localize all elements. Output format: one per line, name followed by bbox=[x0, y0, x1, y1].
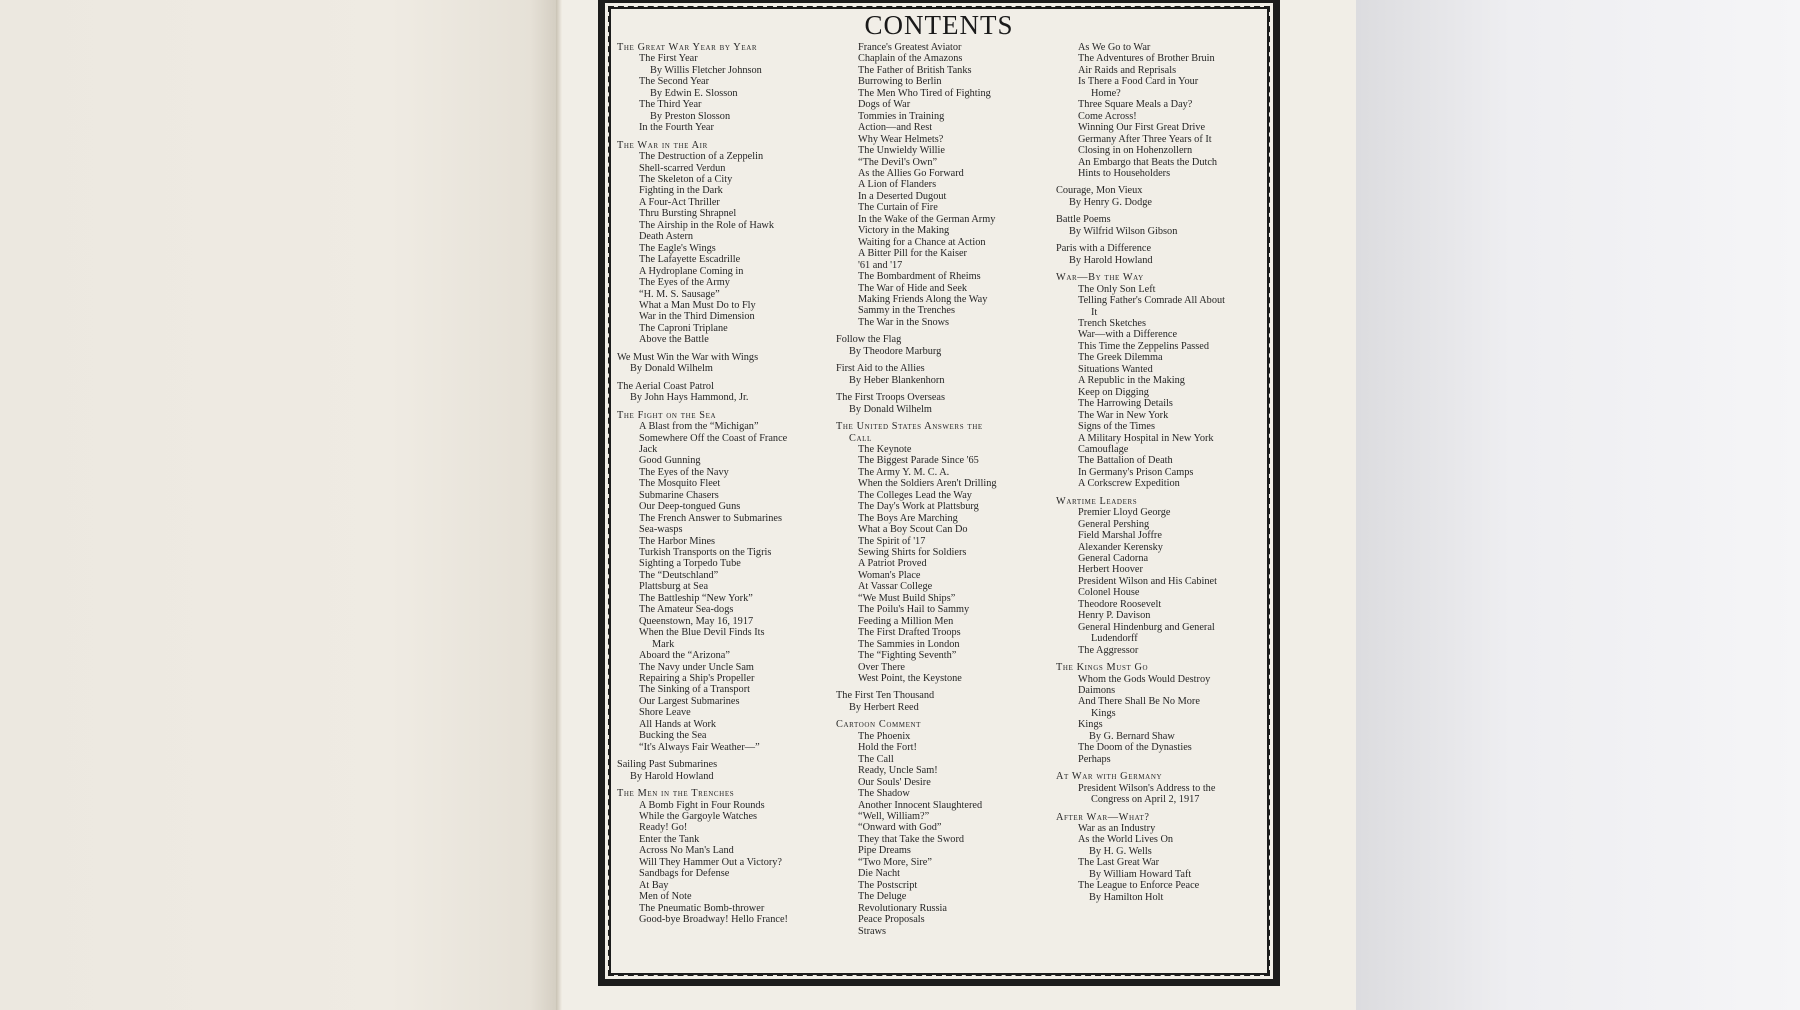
contents-entry: Victory in the Making bbox=[858, 225, 950, 237]
entry-author: By Hamilton Holt bbox=[1089, 891, 1164, 903]
contents-entry: General Cadorna bbox=[1078, 553, 1149, 565]
contents-entry: Our Deep-tongued Guns bbox=[639, 501, 741, 513]
contents-entry: Three Square Meals a Day? bbox=[1078, 99, 1193, 111]
contents-entry: “Two More, Sire” bbox=[858, 856, 932, 868]
contents-entry: Is There a Food Card in Your Home? bbox=[1056, 76, 1266, 99]
contents-entry: Telling Father's Comrade All About It bbox=[1056, 295, 1266, 318]
section-title: At War with Germany bbox=[1056, 771, 1163, 783]
contents-section bbox=[836, 334, 1046, 357]
contents-entry: Fighting in the Dark bbox=[639, 185, 723, 197]
contents-entry: The Sinking of a Transport bbox=[639, 684, 750, 696]
section-title: Courage, Mon Vieux bbox=[1056, 185, 1143, 197]
contents-entry: The Only Son Left bbox=[1078, 283, 1156, 295]
section-title: The First Troops Overseas bbox=[836, 392, 945, 404]
contents-entry: Henry P. Davison bbox=[1078, 610, 1151, 622]
contents-entry: While the Gargoyle Watches bbox=[639, 811, 758, 822]
contents-entry: The Second Year bbox=[639, 76, 710, 88]
contents-section bbox=[836, 719, 1046, 937]
contents-entry: The Colleges Lead the Way bbox=[858, 489, 972, 501]
section-title: War—By the Way bbox=[1056, 272, 1144, 284]
contents-entry: Good Gunning bbox=[639, 455, 701, 467]
contents-entry: Signs of the Times bbox=[1078, 421, 1155, 433]
contents-entry: “H. M. S. Sausage” bbox=[639, 288, 720, 300]
contents-entry: General Pershing bbox=[1078, 518, 1150, 530]
contents-entry: Camouflage bbox=[1078, 443, 1129, 455]
contents-entry: Men of Note bbox=[639, 891, 692, 903]
contents-entry: Feeding a Million Men bbox=[858, 615, 954, 627]
contents-entry: The Aggressor bbox=[1078, 644, 1139, 656]
contents-entry: The Adventures of Brother Bruin bbox=[1078, 53, 1215, 65]
contents-entry: The Day's Work at Plattsburg bbox=[858, 501, 979, 513]
page-title: CONTENTS bbox=[864, 10, 1014, 40]
contents-entry: Dogs of War bbox=[858, 99, 911, 111]
contents-entry: The Call bbox=[858, 753, 894, 765]
contents-entry: A Bomb Fight in Four Rounds bbox=[639, 799, 765, 811]
contents-entry: War in the Third Dimension bbox=[639, 311, 755, 323]
section-title: Sailing Past Submarines bbox=[617, 759, 718, 771]
section-title: The Fight on the Sea bbox=[617, 409, 717, 421]
contents-entry: The Eagle's Wings bbox=[639, 242, 716, 254]
contents-entry: An Embargo that Beats the Dutch bbox=[1078, 156, 1218, 168]
contents-entry: Daimons bbox=[1078, 685, 1116, 697]
contents-entry: Winning Our First Great Drive bbox=[1078, 122, 1206, 134]
entry-author: By William Howard Taft bbox=[1089, 868, 1192, 880]
contents-entry: The Postscript bbox=[858, 879, 918, 891]
contents-entry: A Military Hospital in New York bbox=[1078, 432, 1214, 444]
contents-entry: Why Wear Helmets? bbox=[858, 133, 944, 145]
contents-entry: The Amateur Sea-dogs bbox=[639, 604, 734, 616]
contents-section bbox=[617, 140, 827, 346]
contents-entry: In Germany's Prison Camps bbox=[1078, 466, 1194, 478]
contents-section bbox=[836, 690, 1046, 713]
contents-entry: The Biggest Parade Since '65 bbox=[858, 455, 979, 467]
contents-entry: Sighting a Torpedo Tube bbox=[639, 558, 741, 570]
contents-entry: Alexander Kerensky bbox=[1078, 541, 1163, 553]
contents-entry: Waiting for a Chance at Action bbox=[858, 236, 986, 248]
contents-entry: Will They Hammer Out a Victory? bbox=[639, 856, 782, 868]
contents-section bbox=[1056, 185, 1266, 208]
section-title: The War in the Air bbox=[617, 139, 708, 151]
contents-section bbox=[1056, 496, 1266, 656]
contents-entry: Hold the Fort! bbox=[858, 742, 917, 754]
contents-entry: Repairing a Ship's Propeller bbox=[639, 673, 755, 685]
contents-entry: Revolutionary Russia bbox=[858, 902, 947, 914]
contents-section bbox=[836, 392, 1046, 415]
contents-entry: At Bay bbox=[639, 879, 669, 891]
contents-entry: The Harbor Mines bbox=[639, 535, 716, 547]
contents-section bbox=[836, 421, 1046, 684]
section-title: First Aid to the Allies bbox=[836, 363, 925, 375]
contents-entry: Above the Battle bbox=[639, 334, 709, 346]
contents-section bbox=[617, 759, 827, 782]
contents-entry: “Onward with God” bbox=[858, 822, 942, 834]
contents-entry: President Wilson and His Cabinet bbox=[1078, 575, 1217, 587]
contents-entry: Sea-wasps bbox=[639, 524, 683, 536]
section-title-cont: Call bbox=[849, 432, 872, 444]
section-title: After War—What? bbox=[1056, 811, 1150, 823]
contents-entry: The Eyes of the Navy bbox=[639, 466, 729, 478]
contents-entry: In a Deserted Dugout bbox=[858, 190, 947, 202]
contents-entry: Sewing Shirts for Soldiers bbox=[858, 547, 967, 559]
contents-entry: The Harrowing Details bbox=[1078, 398, 1173, 410]
contents-entry: And There Shall Be No More Kings bbox=[1056, 696, 1266, 719]
contents-entry: Bucking the Sea bbox=[639, 730, 707, 742]
contents-entry: At Vassar College bbox=[858, 581, 933, 593]
contents-entry: A Patriot Proved bbox=[858, 558, 927, 570]
contents-entry: West Point, the Keystone bbox=[858, 673, 962, 685]
contents-entry: The Bombardment of Rheims bbox=[858, 271, 981, 283]
contents-entry: The Destruction of a Zeppelin bbox=[639, 151, 764, 163]
contents-entry: A Lion of Flanders bbox=[858, 179, 937, 191]
contents-entry: '61 and '17 bbox=[858, 259, 903, 271]
contents-entry: “Well, William?” bbox=[858, 811, 930, 822]
contents-section bbox=[1056, 42, 1266, 179]
entry-author: By H. G. Wells bbox=[1089, 845, 1152, 857]
contents-entry: Colonel House bbox=[1078, 587, 1140, 599]
contents-entry: A Corkscrew Expedition bbox=[1078, 478, 1180, 490]
contents-entry: Thru Bursting Shrapnel bbox=[639, 208, 737, 220]
contents-entry: Good-bye Broadway! Hello France! bbox=[639, 914, 788, 926]
contents-entry: Pipe Dreams bbox=[858, 845, 911, 857]
contents-entry: Action—and Rest bbox=[858, 122, 933, 134]
contents-entry: The French Answer to Submarines bbox=[639, 512, 782, 524]
contents-entry: The Battleship “New York” bbox=[639, 592, 753, 604]
contents-entry: War—with a Difference bbox=[1078, 329, 1178, 341]
contents-entry: Whom the Gods Would Destroy bbox=[1078, 673, 1211, 685]
contents-entry: The Poilu's Hail to Sammy bbox=[858, 604, 970, 616]
contents-entry: Situations Wanted bbox=[1078, 363, 1153, 375]
contents-entry: The Skeleton of a City bbox=[639, 173, 733, 185]
left-blank-page bbox=[0, 0, 558, 1010]
section-author: By Harold Howland bbox=[1069, 254, 1153, 266]
contents-entry: Over There bbox=[858, 661, 905, 673]
entry-author: By Preston Slosson bbox=[650, 110, 731, 122]
contents-section bbox=[1056, 272, 1266, 490]
contents-entry: Aboard the “Arizona” bbox=[639, 650, 730, 662]
contents-entry: The Doom of the Dynasties bbox=[1078, 742, 1192, 754]
contents-section bbox=[1056, 662, 1266, 765]
contents-entry: In the Fourth Year bbox=[639, 122, 714, 134]
contents-entry: As We Go to War bbox=[1078, 42, 1151, 53]
contents-entry: Chaplain of the Amazons bbox=[858, 53, 963, 65]
contents-section bbox=[617, 381, 827, 404]
contents-entry: The First Year bbox=[639, 53, 698, 65]
section-author: By Herbert Reed bbox=[849, 701, 919, 713]
contents-column-3 bbox=[1056, 42, 1266, 903]
contents-entry: When the Soldiers Aren't Drilling bbox=[858, 478, 997, 490]
contents-entry: A Four-Act Thriller bbox=[639, 196, 720, 208]
section-title: We Must Win the War with Wings bbox=[617, 351, 759, 363]
contents-entry: A Hydroplane Coming in bbox=[639, 265, 744, 277]
section-title: Paris with a Difference bbox=[1056, 243, 1152, 255]
section-author: By John Hays Hammond, Jr. bbox=[630, 392, 749, 404]
contents-entry: The “Fighting Seventh” bbox=[858, 650, 957, 662]
contents-entry: In the Wake of the German Army bbox=[858, 213, 996, 225]
contents-entry: When the Blue Devil Finds Its Mark bbox=[617, 627, 827, 650]
contents-entry: As the Allies Go Forward bbox=[858, 167, 964, 179]
contents-entry: “The Devil's Own” bbox=[858, 156, 938, 168]
contents-entry: Die Nacht bbox=[858, 868, 901, 880]
entry-continuation: It bbox=[1091, 306, 1098, 318]
contents-entry: Making Friends Along the Way bbox=[858, 293, 988, 305]
contents-entry: Somewhere Off the Coast of France bbox=[639, 432, 788, 444]
section-title: The First Ten Thousand bbox=[836, 690, 935, 702]
contents-entry: Ready! Go! bbox=[639, 822, 688, 834]
contents-section bbox=[617, 788, 827, 925]
section-author: By Wilfrid Wilson Gibson bbox=[1069, 225, 1178, 237]
contents-entry: Closing in on Hohenzollern bbox=[1078, 145, 1193, 157]
contents-entry: Hints to Householders bbox=[1078, 167, 1171, 179]
contents-entry: Burrowing to Berlin bbox=[858, 76, 942, 88]
contents-entry: The Third Year bbox=[639, 99, 702, 111]
contents-entry: A Republic in the Making bbox=[1078, 375, 1185, 387]
contents-entry: Jack bbox=[639, 443, 658, 455]
contents-entry: The League to Enforce Peace bbox=[1078, 880, 1200, 892]
contents-entry: France's Greatest Aviator bbox=[858, 42, 962, 53]
contents-entry: Shell-scarred Verdun bbox=[639, 162, 726, 174]
section-title: The Kings Must Go bbox=[1056, 662, 1149, 674]
contents-entry: Herbert Hoover bbox=[1078, 564, 1143, 576]
contents-entry: Germany After Three Years of It bbox=[1078, 133, 1212, 145]
contents-entry: Turkish Transports on the Tigris bbox=[639, 547, 772, 559]
contents-entry: The Shadow bbox=[858, 788, 910, 800]
contents-entry: Sandbags for Defense bbox=[639, 868, 730, 880]
contents-entry: Straws bbox=[858, 925, 887, 937]
contents-entry: Trench Sketches bbox=[1078, 317, 1146, 329]
contents-entry: Across No Man's Land bbox=[639, 845, 734, 857]
contents-entry: The Phoenix bbox=[858, 730, 911, 742]
contents-section bbox=[836, 363, 1046, 386]
entry-author: By Edwin E. Slosson bbox=[650, 87, 738, 99]
contents-entry: The Men Who Tired of Fighting bbox=[858, 87, 991, 99]
contents-section bbox=[617, 352, 827, 375]
entry-continuation: Home? bbox=[1091, 87, 1121, 99]
contents-entry: Our Largest Submarines bbox=[639, 695, 740, 707]
section-author: By Donald Wilhelm bbox=[630, 363, 713, 375]
contents-entry: The Deluge bbox=[858, 891, 907, 903]
contents-column-1 bbox=[617, 42, 827, 926]
contents-entry: The Caproni Triplane bbox=[639, 322, 728, 334]
contents-entry: Field Marshal Joffre bbox=[1078, 530, 1162, 542]
contents-entry: The War of Hide and Seek bbox=[858, 282, 968, 294]
background-surface bbox=[1356, 0, 1800, 1010]
contents-entry: The Lafayette Escadrille bbox=[639, 254, 741, 266]
contents-entry: The Curtain of Fire bbox=[858, 202, 938, 214]
contents-entry: The War in the Snows bbox=[858, 316, 950, 328]
contents-section bbox=[1056, 812, 1266, 904]
entry-continuation: Mark bbox=[652, 638, 675, 650]
contents-entry: Plattsburg at Sea bbox=[639, 581, 709, 593]
entry-continuation: Congress on April 2, 1917 bbox=[1091, 794, 1200, 806]
section-title: The Men in the Trenches bbox=[617, 788, 735, 800]
section-author: By Donald Wilhelm bbox=[849, 403, 932, 415]
entry-continuation: Kings bbox=[1091, 707, 1116, 719]
contents-entry: Kings bbox=[1078, 719, 1103, 731]
contents-entry: A Bitter Pill for the Kaiser bbox=[858, 248, 967, 260]
contents-entry: Sammy in the Trenches bbox=[858, 305, 955, 317]
contents-section bbox=[617, 410, 827, 754]
contents-entry: This Time the Zeppelins Passed bbox=[1078, 340, 1209, 352]
contents-entry: The War in New York bbox=[1078, 409, 1169, 421]
contents-entry: Another Innocent Slaughtered bbox=[858, 799, 983, 811]
contents-entry: Enter the Tank bbox=[639, 833, 700, 845]
contents-entry: Woman's Place bbox=[858, 569, 921, 581]
contents-column-2 bbox=[836, 42, 1046, 937]
contents-entry: Keep on Digging bbox=[1078, 386, 1149, 398]
contents-entry: Ready, Uncle Sam! bbox=[858, 765, 938, 777]
section-author: By Harold Howland bbox=[630, 770, 714, 782]
contents-entry: Theodore Roosevelt bbox=[1078, 598, 1162, 610]
contents-entry: Tommies in Training bbox=[858, 110, 945, 122]
contents-entry: All Hands at Work bbox=[639, 718, 717, 730]
contents-entry: Our Souls' Desire bbox=[858, 776, 931, 788]
contents-entry: The Mosquito Fleet bbox=[639, 478, 721, 490]
section-title: Battle Poems bbox=[1056, 214, 1111, 226]
contents-entry: As the World Lives On bbox=[1078, 834, 1174, 846]
contents-entry: The Boys Are Marching bbox=[858, 512, 958, 524]
contents-entry: Perhaps bbox=[1078, 753, 1111, 765]
contents-entry: The Unwieldy Willie bbox=[858, 145, 945, 157]
contents-entry: Peace Proposals bbox=[858, 914, 925, 926]
contents-entry: Submarine Chasers bbox=[639, 489, 719, 501]
contents-entry: The Army Y. M. C. A. bbox=[858, 466, 950, 478]
contents-section bbox=[1056, 243, 1266, 266]
contents-entry: What a Boy Scout Can Do bbox=[858, 524, 968, 536]
contents-entry: The Spirit of '17 bbox=[858, 535, 926, 547]
entry-continuation: Ludendorff bbox=[1091, 633, 1138, 645]
contents-entry: The Battalion of Death bbox=[1078, 455, 1173, 467]
contents-entry: The Navy under Uncle Sam bbox=[639, 661, 754, 673]
entry-author: By Willis Fletcher Johnson bbox=[650, 64, 762, 76]
contents-entry: The First Drafted Troops bbox=[858, 627, 961, 639]
section-title: Follow the Flag bbox=[836, 334, 902, 346]
section-title: Cartoon Comment bbox=[836, 719, 922, 731]
contents-entry: “We Must Build Ships” bbox=[858, 592, 956, 604]
contents-entry: General Hindenburg and General Ludendorff bbox=[1056, 622, 1266, 645]
section-author: By Henry G. Dodge bbox=[1069, 196, 1152, 208]
contents-entry: Queenstown, May 16, 1917 bbox=[639, 615, 754, 627]
section-title: The Aerial Coast Patrol bbox=[617, 380, 714, 392]
contents-section bbox=[617, 42, 827, 134]
contents-entry: The Sammies in London bbox=[858, 638, 960, 650]
contents-entry: The Keynote bbox=[858, 443, 912, 455]
contents-entry: The Airship in the Role of Hawk bbox=[639, 219, 774, 231]
contents-entry: They that Take the Sword bbox=[858, 833, 965, 845]
contents-entry: The Greek Dilemma bbox=[1078, 352, 1163, 364]
contents-section bbox=[1056, 771, 1266, 805]
contents-entry: What a Man Must Do to Fly bbox=[639, 299, 756, 311]
contents-entry: Air Raids and Reprisals bbox=[1078, 64, 1177, 76]
contents-entry: Premier Lloyd George bbox=[1078, 507, 1171, 519]
section-title: The United States Answers the bbox=[836, 421, 983, 433]
contents-section bbox=[836, 42, 1046, 328]
contents-entry: Come Across! bbox=[1078, 110, 1137, 122]
contents-entry: President Wilson's Address to the Congress on April 2, 1917 bbox=[1056, 783, 1266, 806]
contents-entry: The “Deutschland” bbox=[639, 569, 719, 581]
section-title: Wartime Leaders bbox=[1056, 495, 1138, 507]
contents-section bbox=[1056, 214, 1266, 237]
contents-entry: Death Astern bbox=[639, 231, 694, 243]
contents-entry: “It's Always Fair Weather—” bbox=[639, 741, 760, 753]
contents-entry: War as an Industry bbox=[1078, 823, 1156, 834]
contents-entry: Shore Leave bbox=[639, 707, 691, 719]
section-author: By Heber Blankenhorn bbox=[849, 374, 945, 386]
section-title: The Great War Year by Year bbox=[617, 42, 758, 53]
section-author: By Theodore Marburg bbox=[849, 345, 942, 357]
contents-entry: A Blast from the “Michigan” bbox=[639, 421, 759, 433]
entry-author: By G. Bernard Shaw bbox=[1089, 730, 1175, 742]
contents-entry: The Pneumatic Bomb-thrower bbox=[639, 902, 765, 914]
contents-entry: The Last Great War bbox=[1078, 857, 1160, 869]
contents-entry: The Father of British Tanks bbox=[858, 64, 972, 76]
contents-entry: The Eyes of the Army bbox=[639, 277, 730, 289]
